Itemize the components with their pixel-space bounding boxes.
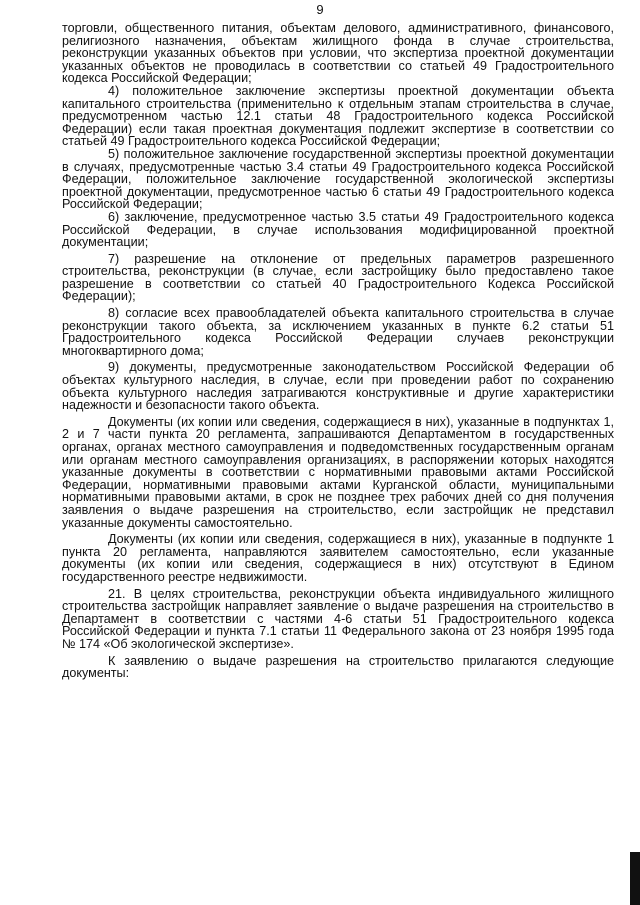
paragraph-item-8: 8) согласие всех правообладателей объекта капитального строительства в случае реконструкции такого объекта, за исключением указанных в пункте 6.2 статьи 51 Градостроительного кодекса Российской Федерации случаев реконструкции многоквартирного дома; — [62, 306, 614, 358]
paragraph-section-21: 21. В целях строительства, реконструкции объекта индивидуального жилищного строительства застройщик направляет заявление о выдаче разрешения на строительство в Департамент в соответствии с частями 4-6 статьи 51 Градостроительного кодекса Российской Федерации и пункта 7.1 статьи 11 Федерального закона от 23 ноября 1995 года № 174 «Об экологической экспертизе». — [62, 586, 614, 651]
paragraph-continuation: торговли, общественного питания, объектам делового, административного, финансового, религиозного назначения, объектам жилищного фонда в случае строительства, реконструкции указанных объектов при условии, что экспертиза проектной документации указанных объектов не проводилась в соответствии со статьей 49 Градостроительного кодекса Российской Федерации; — [62, 21, 614, 86]
paragraph-item-9: 9) документы, предусмотренные законодательством Российской Федерации об объектах культурного наследия, в случае, если при проведении работ по сохранению объекта культурного наследия затрагиваются конструктивные и другие характеристики надежности и безопасности такого объекта. — [62, 360, 614, 413]
paragraph-attachments: К заявлению о выдаче разрешения на строительство прилагаются следующие документы: — [62, 653, 614, 681]
scan-edge-mark — [630, 852, 640, 905]
paragraph-item-5: 5) положительное заключение государственной экспертизы проектной документации в случаях, предусмотренные частью 3.4 статьи 49 Градостроительного кодекса Российской Федерации, положительное заключение государственной экологической экспертизы проектной документации, предусмотренное частью 6 статьи 49 Градостроительного кодекса Российской Федерации; — [62, 146, 614, 212]
paragraph-item-6: 6) заключение, предусмотренное частью 3.5 статьи 49 Градостроительного кодекса Российской Федерации, в случае использования модифицированной проектной документации; — [62, 209, 614, 250]
page-number: 9 — [316, 2, 324, 17]
paragraph-documents-applicant: Документы (их копии или сведения, содержащиеся в них), указанные в подпункте 1 пункта 20 регламента, направляются заявителем самостоятельно, если указанные документы (их копии или сведения, содержащиеся в них) отсутствуют в Едином государственного реестре недвижимости. — [62, 532, 614, 584]
paragraph-item-4: 4) положительное заключение экспертизы проектной документации объекта капитального строительства (применительно к отдельным этапам строительства в случае, предусмотренном частью 12.1 статьи 48 Градостроительного кодекса Российской Федерации) если такая проектная документация подлежит экспертизе в соответствии со статьей 49 Градостроительного кодекса Российской Федерации; — [62, 83, 614, 149]
document-body — [62, 22, 614, 680]
paragraph-item-7: 7) разрешение на отклонение от предельных параметров разрешенного строительства, реконструкции (в случае, если застройщику было предоставлено такое разрешение в соответствии со статьей 40 Градостроительного Кодекса Российской Федерации); — [62, 251, 614, 304]
paragraph-documents-request: Документы (их копии или сведения, содержащиеся в них), указанные в подпунктах 1, 2 и 7 части пункта 20 регламента, запрашиваются Департаментом в государственных органах, органах местного самоуправления и подведомственных государственным органам или органам местного самоуправления организациях, в распоряжении которых находятся указанные документы в соответствии с нормативными правовыми актами Российской Федерации, нормативными правовыми актами Курганской области, муниципальными нормативными правовыми актами, в срок не позднее трех рабочих дней со дня получения заявления о выдаче разрешения на строительство, если застройщик не представил указанные документы самостоятельно. — [62, 414, 614, 530]
